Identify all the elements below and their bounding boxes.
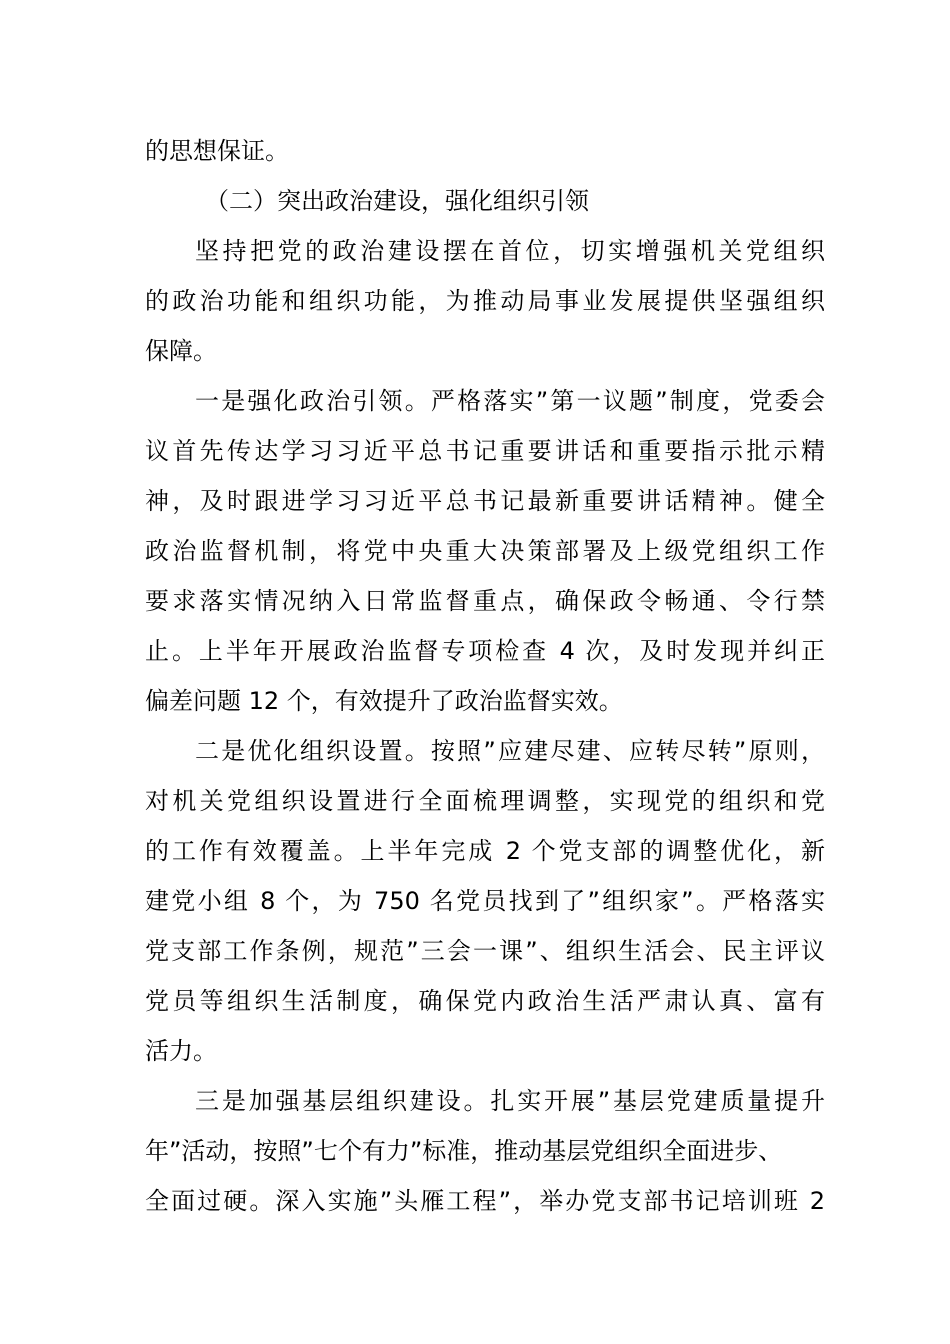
body-line: 活力。 xyxy=(145,1037,217,1065)
body-line: 偏差问题 12 个，有效提升了政治监督实效。 xyxy=(145,687,623,715)
body-line: 三是加强基层组织建设。扎实开展”基层党建质量提升 xyxy=(195,1087,825,1115)
body-line: 一是强化政治引领。严格落实”第一议题”制度，党委会 xyxy=(195,387,825,415)
body-line: 对机关党组织设置进行全面梳理调整，实现党的组织和党 xyxy=(145,787,825,815)
body-line: 党员等组织生活制度，确保党内政治生活严肃认真、富有 xyxy=(145,987,825,1015)
body-line: 全面过硬。深入实施”头雁工程”，举办党支部书记培训班 2 xyxy=(145,1187,825,1215)
body-line: 保障。 xyxy=(145,337,217,365)
body-line: 要求落实情况纳入日常监督重点，确保政令畅通、令行禁 xyxy=(145,587,825,615)
body-line: 的工作有效覆盖。上半年完成 2 个党支部的调整优化，新 xyxy=(145,837,825,865)
body-line: 议首先传达学习习近平总书记重要讲话和重要指示批示精 xyxy=(145,437,825,465)
section-heading: （二）突出政治建设，强化组织引领 xyxy=(205,187,589,215)
body-line: 神，及时跟进学习习近平总书记最新重要讲话精神。健全 xyxy=(145,487,825,515)
body-line: 政治监督机制，将党中央重大决策部署及上级党组织工作 xyxy=(145,537,825,565)
body-line: 建党小组 8 个，为 750 名党员找到了”组织家”。严格落实 xyxy=(145,887,825,915)
body-line: 年”活动，按照”七个有力”标准，推动基层党组织全面进步、 xyxy=(145,1137,783,1165)
body-line: 的思想保证。 xyxy=(145,137,289,165)
body-line: 的政治功能和组织功能，为推动局事业发展提供坚强组织 xyxy=(145,287,825,315)
body-line: 党支部工作条例，规范”三会一课”、组织生活会、民主评议 xyxy=(145,937,825,965)
body-line: 二是优化组织设置。按照”应建尽建、应转尽转”原则， xyxy=(195,737,825,765)
document-body xyxy=(145,126,825,1226)
body-line: 止。上半年开展政治监督专项检查 4 次，及时发现并纠正 xyxy=(145,637,825,665)
body-line: 坚持把党的政治建设摆在首位，切实增强机关党组织 xyxy=(195,237,825,265)
